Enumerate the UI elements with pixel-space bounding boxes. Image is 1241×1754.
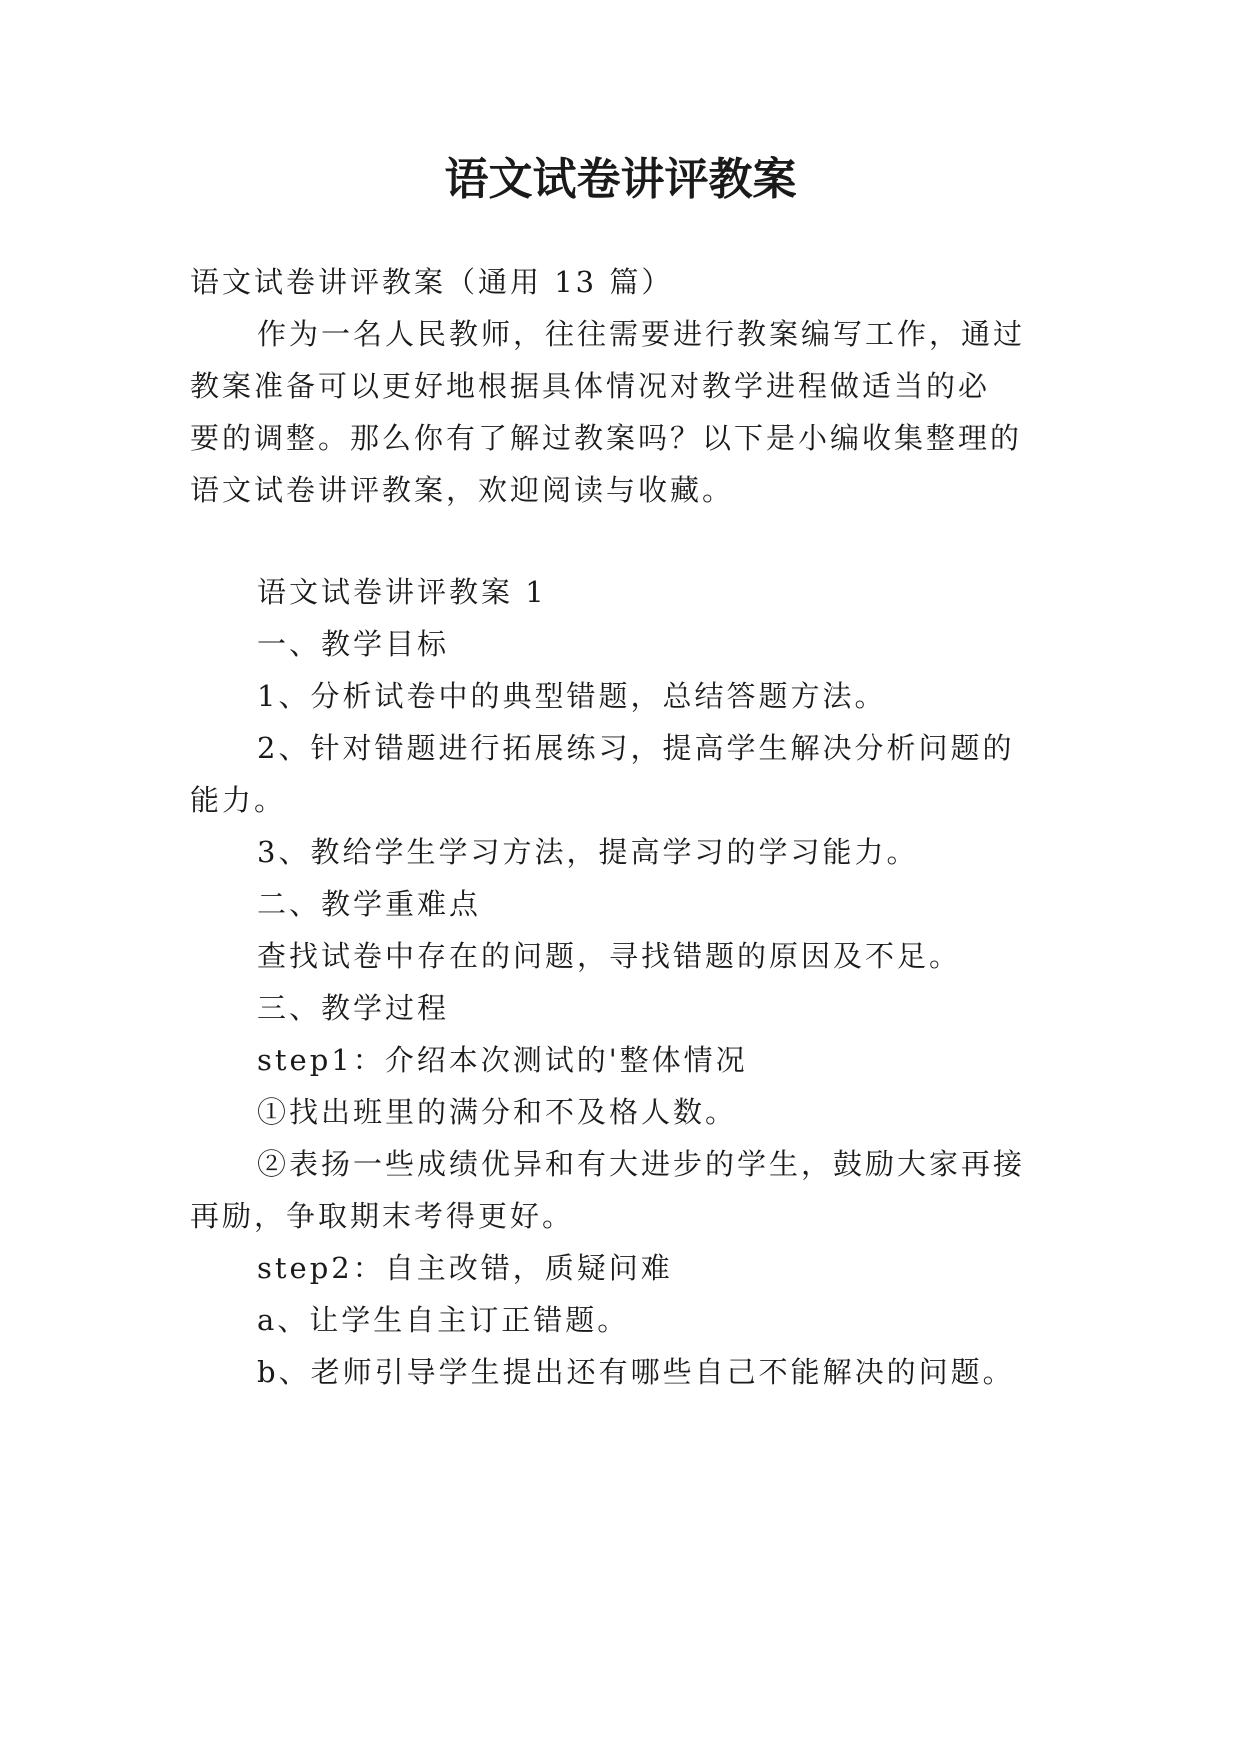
intro-line-2: 教案准备可以更好地根据具体情况对教学进程做适当的必	[190, 369, 991, 403]
goal-item-3: 3、教给学生学习方法，提高学习的学习能力。	[257, 835, 919, 869]
document-title: 语文试卷讲评教案	[444, 154, 797, 205]
step2-item-b: b、老师引导学生提出还有哪些自己不能解决的问题。	[257, 1355, 1015, 1389]
goal-item-1: 1、分析试卷中的典型错题，总结答题方法。	[257, 679, 887, 713]
goal-item-2-cont: 能力。	[190, 783, 287, 817]
intro-line-3: 要的调整。那么你有了解过教案吗？以下是小编收集整理的	[190, 421, 1023, 455]
step1-item-2-cont: 再励，争取期末考得更好。	[190, 1199, 575, 1233]
goal-item-2: 2、针对错题进行拓展练习，提高学生解决分析问题的	[257, 731, 1015, 765]
step1-item-1: ①找出班里的满分和不及格人数。	[257, 1095, 738, 1129]
subtitle-line: 语文试卷讲评教案（通用 13 篇）	[190, 265, 674, 299]
step2-item-a: a、让学生自主订正错题。	[257, 1303, 630, 1337]
heading-teaching-goals: 一、教学目标	[257, 627, 450, 661]
key-points-text: 查找试卷中存在的问题，寻找错题的原因及不足。	[257, 939, 962, 973]
step1-heading: step1：介绍本次测试的'整体情况	[257, 1043, 748, 1077]
section-heading: 语文试卷讲评教案 1	[257, 575, 547, 609]
heading-teaching-process: 三、教学过程	[257, 991, 450, 1025]
step1-item-2: ②表扬一些成绩优异和有大进步的学生，鼓励大家再接	[257, 1147, 1026, 1181]
heading-key-points: 二、教学重难点	[257, 887, 482, 921]
step2-heading: step2：自主改错，质疑问难	[257, 1251, 673, 1285]
intro-line-1: 作为一名人民教师，往往需要进行教案编写工作，通过	[257, 317, 1026, 351]
intro-line-4: 语文试卷讲评教案，欢迎阅读与收藏。	[190, 473, 735, 507]
